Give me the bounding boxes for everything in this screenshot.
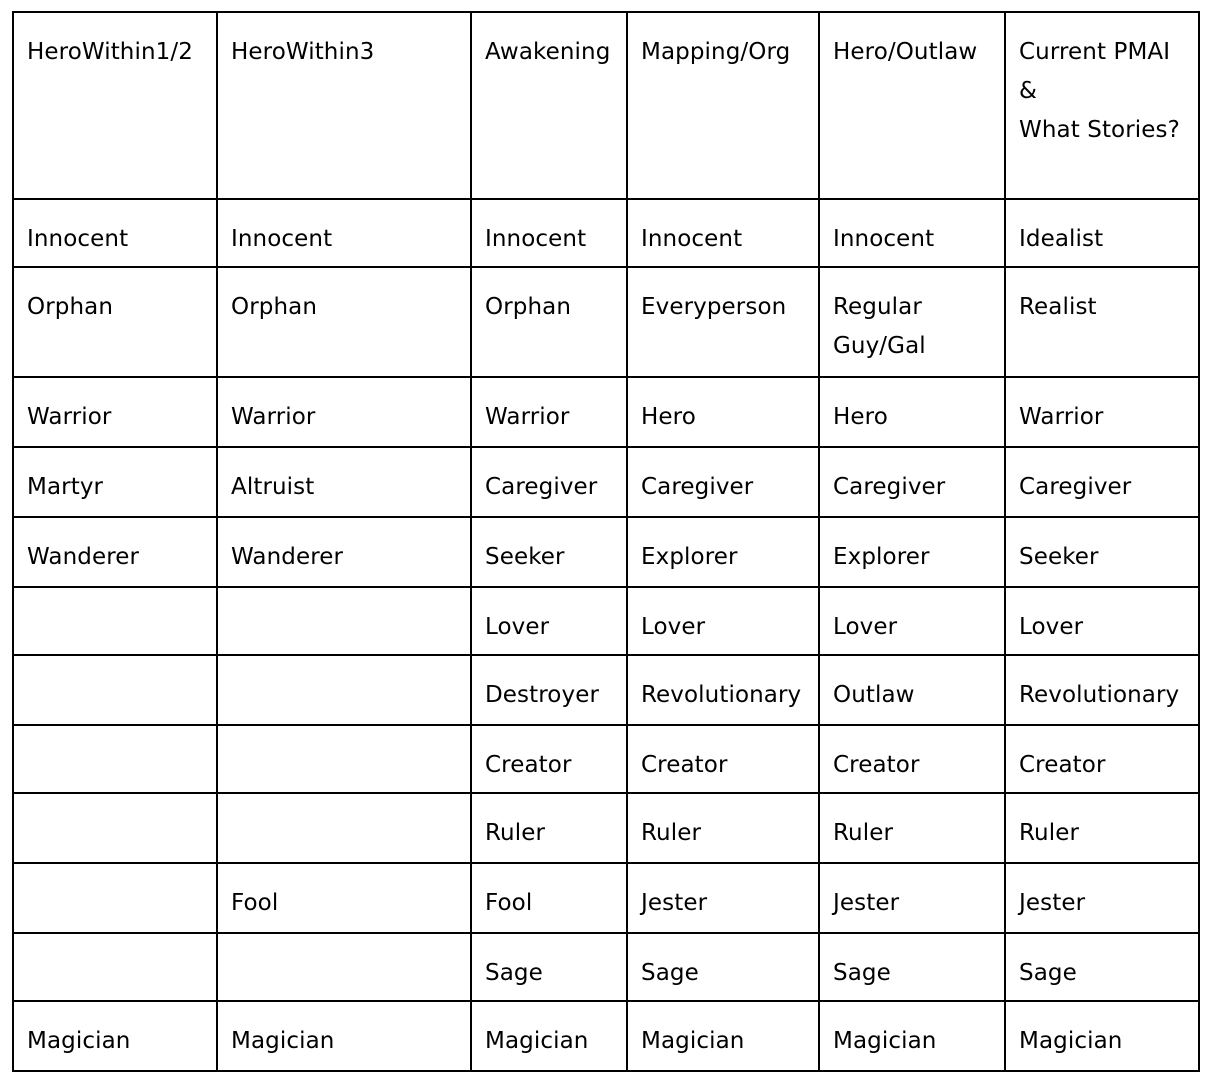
table-cell-current-pmai: Sage (1005, 933, 1199, 1001)
table-row (13, 725, 1199, 793)
table-cell-awakening: Innocent (471, 199, 627, 267)
table-cell-herowithin12: Wanderer (13, 517, 217, 587)
header-line: & (1019, 78, 1038, 104)
table-cell-hero-outlaw: Caregiver (819, 447, 1005, 517)
table-cell-awakening: Sage (471, 933, 627, 1001)
table-cell-mapping-org: Explorer (627, 517, 819, 587)
archetype-comparison-table (12, 11, 1200, 1072)
table-cell-current-pmai: Warrior (1005, 377, 1199, 447)
table-cell-mapping-org: Caregiver (627, 447, 819, 517)
table-cell-herowithin3: Fool (217, 863, 471, 933)
table-row (13, 933, 1199, 1001)
table-cell-awakening: Ruler (471, 793, 627, 863)
header-cell-awakening (471, 12, 627, 199)
table-cell-herowithin12: Martyr (13, 447, 217, 517)
table-cell-current-pmai: Caregiver (1005, 447, 1199, 517)
header-row (13, 12, 1199, 199)
table-cell-mapping-org: Creator (627, 725, 819, 793)
table-cell-current-pmai: Revolutionary (1005, 655, 1199, 725)
table-cell-awakening: Seeker (471, 517, 627, 587)
table-cell-awakening: Magician (471, 1001, 627, 1071)
table-cell-herowithin3 (217, 725, 471, 793)
table-cell-awakening: Destroyer (471, 655, 627, 725)
table-cell-herowithin3: Wanderer (217, 517, 471, 587)
table-cell-herowithin3: Innocent (217, 199, 471, 267)
table-cell-awakening: Lover (471, 587, 627, 655)
table-row (13, 1001, 1199, 1071)
header-line: Hero/Outlaw (833, 39, 978, 65)
table-cell-mapping-org: Magician (627, 1001, 819, 1071)
table-row (13, 377, 1199, 447)
table-cell-current-pmai: Jester (1005, 863, 1199, 933)
table-cell-current-pmai: Magician (1005, 1001, 1199, 1071)
table-cell-herowithin12 (13, 933, 217, 1001)
table-cell-hero-outlaw: Regular Guy/Gal (819, 267, 1005, 377)
table-cell-herowithin3: Warrior (217, 377, 471, 447)
header-line: Mapping/Org (641, 39, 791, 65)
table-cell-hero-outlaw: Magician (819, 1001, 1005, 1071)
header-line: HeroWithin3 (231, 39, 375, 65)
table-cell-hero-outlaw: Lover (819, 587, 1005, 655)
table-cell-hero-outlaw: Jester (819, 863, 1005, 933)
table-cell-current-pmai: Realist (1005, 267, 1199, 377)
header-line: Awakening (485, 39, 611, 65)
table-cell-hero-outlaw: Outlaw (819, 655, 1005, 725)
table-row (13, 863, 1199, 933)
table-cell-herowithin12: Innocent (13, 199, 217, 267)
table-cell-mapping-org: Lover (627, 587, 819, 655)
header-cell-current-pmai (1005, 12, 1199, 199)
table-cell-mapping-org: Ruler (627, 793, 819, 863)
header-cell-herowithin12 (13, 12, 217, 199)
table-cell-herowithin12 (13, 587, 217, 655)
table-cell-current-pmai: Lover (1005, 587, 1199, 655)
table-cell-mapping-org: Hero (627, 377, 819, 447)
table-cell-herowithin12 (13, 793, 217, 863)
table-cell-herowithin3 (217, 793, 471, 863)
table-cell-herowithin3 (217, 655, 471, 725)
table-row (13, 199, 1199, 267)
header-cell-hero-outlaw (819, 12, 1005, 199)
header-line: What Stories? (1019, 117, 1180, 143)
table-cell-awakening: Orphan (471, 267, 627, 377)
table-cell-mapping-org: Innocent (627, 199, 819, 267)
table-cell-awakening: Fool (471, 863, 627, 933)
table-cell-hero-outlaw: Ruler (819, 793, 1005, 863)
table-cell-herowithin3 (217, 933, 471, 1001)
table-cell-herowithin12: Orphan (13, 267, 217, 377)
table-cell-hero-outlaw: Explorer (819, 517, 1005, 587)
table-cell-herowithin12 (13, 863, 217, 933)
table-cell-hero-outlaw: Sage (819, 933, 1005, 1001)
table-cell-awakening: Creator (471, 725, 627, 793)
table-cell-herowithin12 (13, 655, 217, 725)
table-cell-hero-outlaw: Innocent (819, 199, 1005, 267)
table-row (13, 587, 1199, 655)
table-cell-herowithin12 (13, 725, 217, 793)
table-cell-current-pmai: Creator (1005, 725, 1199, 793)
table-cell-hero-outlaw: Hero (819, 377, 1005, 447)
table-cell-mapping-org: Sage (627, 933, 819, 1001)
table-cell-herowithin3 (217, 587, 471, 655)
table-cell-herowithin3: Magician (217, 1001, 471, 1071)
table-cell-awakening: Caregiver (471, 447, 627, 517)
header-line: HeroWithin1/2 (27, 39, 193, 65)
table-row (13, 655, 1199, 725)
table-cell-current-pmai: Ruler (1005, 793, 1199, 863)
table-cell-herowithin12: Magician (13, 1001, 217, 1071)
table-cell-current-pmai: Idealist (1005, 199, 1199, 267)
table-cell-herowithin12: Warrior (13, 377, 217, 447)
table-row (13, 793, 1199, 863)
header-line: Current PMAI (1019, 39, 1171, 65)
table-cell-hero-outlaw: Creator (819, 725, 1005, 793)
table-row (13, 267, 1199, 377)
table-cell-herowithin3: Orphan (217, 267, 471, 377)
table-cell-current-pmai: Seeker (1005, 517, 1199, 587)
header-cell-mapping-org (627, 12, 819, 199)
header-cell-herowithin3 (217, 12, 471, 199)
table-cell-mapping-org: Jester (627, 863, 819, 933)
table-row (13, 447, 1199, 517)
table-cell-mapping-org: Revolutionary (627, 655, 819, 725)
table-cell-herowithin3: Altruist (217, 447, 471, 517)
table-row (13, 517, 1199, 587)
table-cell-awakening: Warrior (471, 377, 627, 447)
table-cell-mapping-org: Everyperson (627, 267, 819, 377)
